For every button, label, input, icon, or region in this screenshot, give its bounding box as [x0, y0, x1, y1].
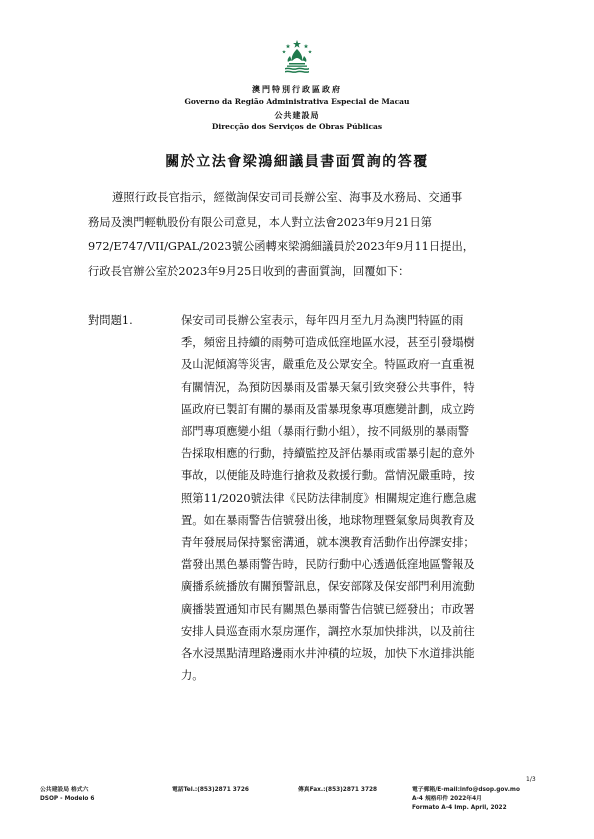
footer-format-chinese: A-4 規格印件 2022年4月	[412, 796, 482, 802]
document-title: 關於立法會梁鴻細議員書面質詢的答覆	[165, 154, 429, 170]
question-label: 對問題1.	[88, 314, 133, 327]
footer-email: 電子郵箱/E-mail:info@dsop.gov.mo	[412, 787, 520, 793]
answer-line: 有關情況，為預防因暴雨及雷暴天氣引致突發公共事件，特	[181, 380, 475, 394]
intro-line: 務局及澳門輕軌股份有限公司意見，本人對立法會2023年9月21日第	[88, 215, 433, 229]
answer-line: 部門專項應變小組（暴雨行動小組），按不同級別的暴雨警	[181, 425, 470, 439]
bureau-name-portuguese: Direcção dos Serviços de Obras Públicas	[211, 122, 383, 131]
bureau-name-chinese: 公共建設局	[274, 110, 320, 120]
intro-paragraph	[88, 186, 502, 284]
answer-line: 力。	[181, 669, 204, 683]
page-number: 1/3	[526, 776, 536, 783]
answer-line: 置。如在暴雨警告信號發出後，地球物理暨氣象局與教育及	[181, 513, 475, 527]
answer-line: 告採取相應的行動，持續監控及評估暴雨或雷暴引起的意外	[181, 447, 475, 461]
macau-emblem-icon	[280, 38, 314, 78]
answer-line: 廣播系統播放有關預警訊息，保安部隊及保安部門利用流動	[181, 580, 475, 594]
footer-form-code-chinese: 公共建設局 格式六	[40, 787, 89, 793]
footer-fax: 傳真Fax.:(853)2871 3728	[298, 787, 378, 793]
answer-line: 青年發展局保持緊密溝通，就本澳教育活動作出停課安排；	[181, 536, 475, 550]
intro-line: 行政長官辦公室於2023年9月25日收到的書面質詢，回覆如下：	[88, 264, 410, 278]
answer-line: 各水浸黑點清理路邊雨水井沖積的垃圾，加快下水道排洪能	[181, 647, 475, 661]
government-name-portuguese: Governo da Região Administrativa Especial de Macau	[184, 97, 410, 106]
answer-line: 廣播裝置通知市民有關黑色暴雨警告信號已經發出；市政署	[181, 602, 475, 616]
footer-telephone: 電話Tel.:(853)2871 3726	[172, 787, 249, 793]
footer-contact-info	[412, 786, 520, 813]
intro-line: 遵照行政長官指示，經徵詢保安司司長辦公室、海事及水務局、交通事	[112, 191, 463, 204]
answer-line: 季，頻密且持續的雨勢可造成低窪地區水浸，甚至引發塌樹	[181, 336, 475, 350]
question-answer	[181, 310, 550, 687]
government-name-chinese: 澳門特別行政區政府	[252, 84, 342, 94]
footer-form-code	[40, 786, 94, 804]
answer-line: 照第11/2020號法律《民防法律制度》相關規定進行應急處	[181, 491, 477, 505]
footer-format-portuguese: Formato A-4 Imp. April, 2022	[412, 805, 507, 811]
answer-line: 保安司司長辦公室表示，每年四月至九月為澳門特區的雨	[181, 314, 464, 327]
answer-line: 及山泥傾瀉等災害，嚴重危及公眾安全。特區政府一直重視	[181, 358, 475, 372]
footer-form-code-portuguese: DSOP - Modelo 6	[40, 796, 95, 802]
answer-line: 區政府已製訂有關的暴雨及雷暴現象專項應變計劃，成立跨	[181, 402, 475, 416]
intro-line: 972/E747/VII/GPAL/2023號公函轉來梁鴻細議員於2023年9月11日提出，	[88, 240, 475, 254]
answer-line: 事故，以便能及時進行搶救及救援行動。當情況嚴重時，按	[181, 469, 475, 483]
answer-line: 安排人員巡查雨水泵房運作，調控水泵加快排洪，以及前往	[181, 624, 475, 638]
answer-line: 當發出黑色暴雨警告時，民防行動中心透過低窪地區警報及	[181, 558, 475, 572]
